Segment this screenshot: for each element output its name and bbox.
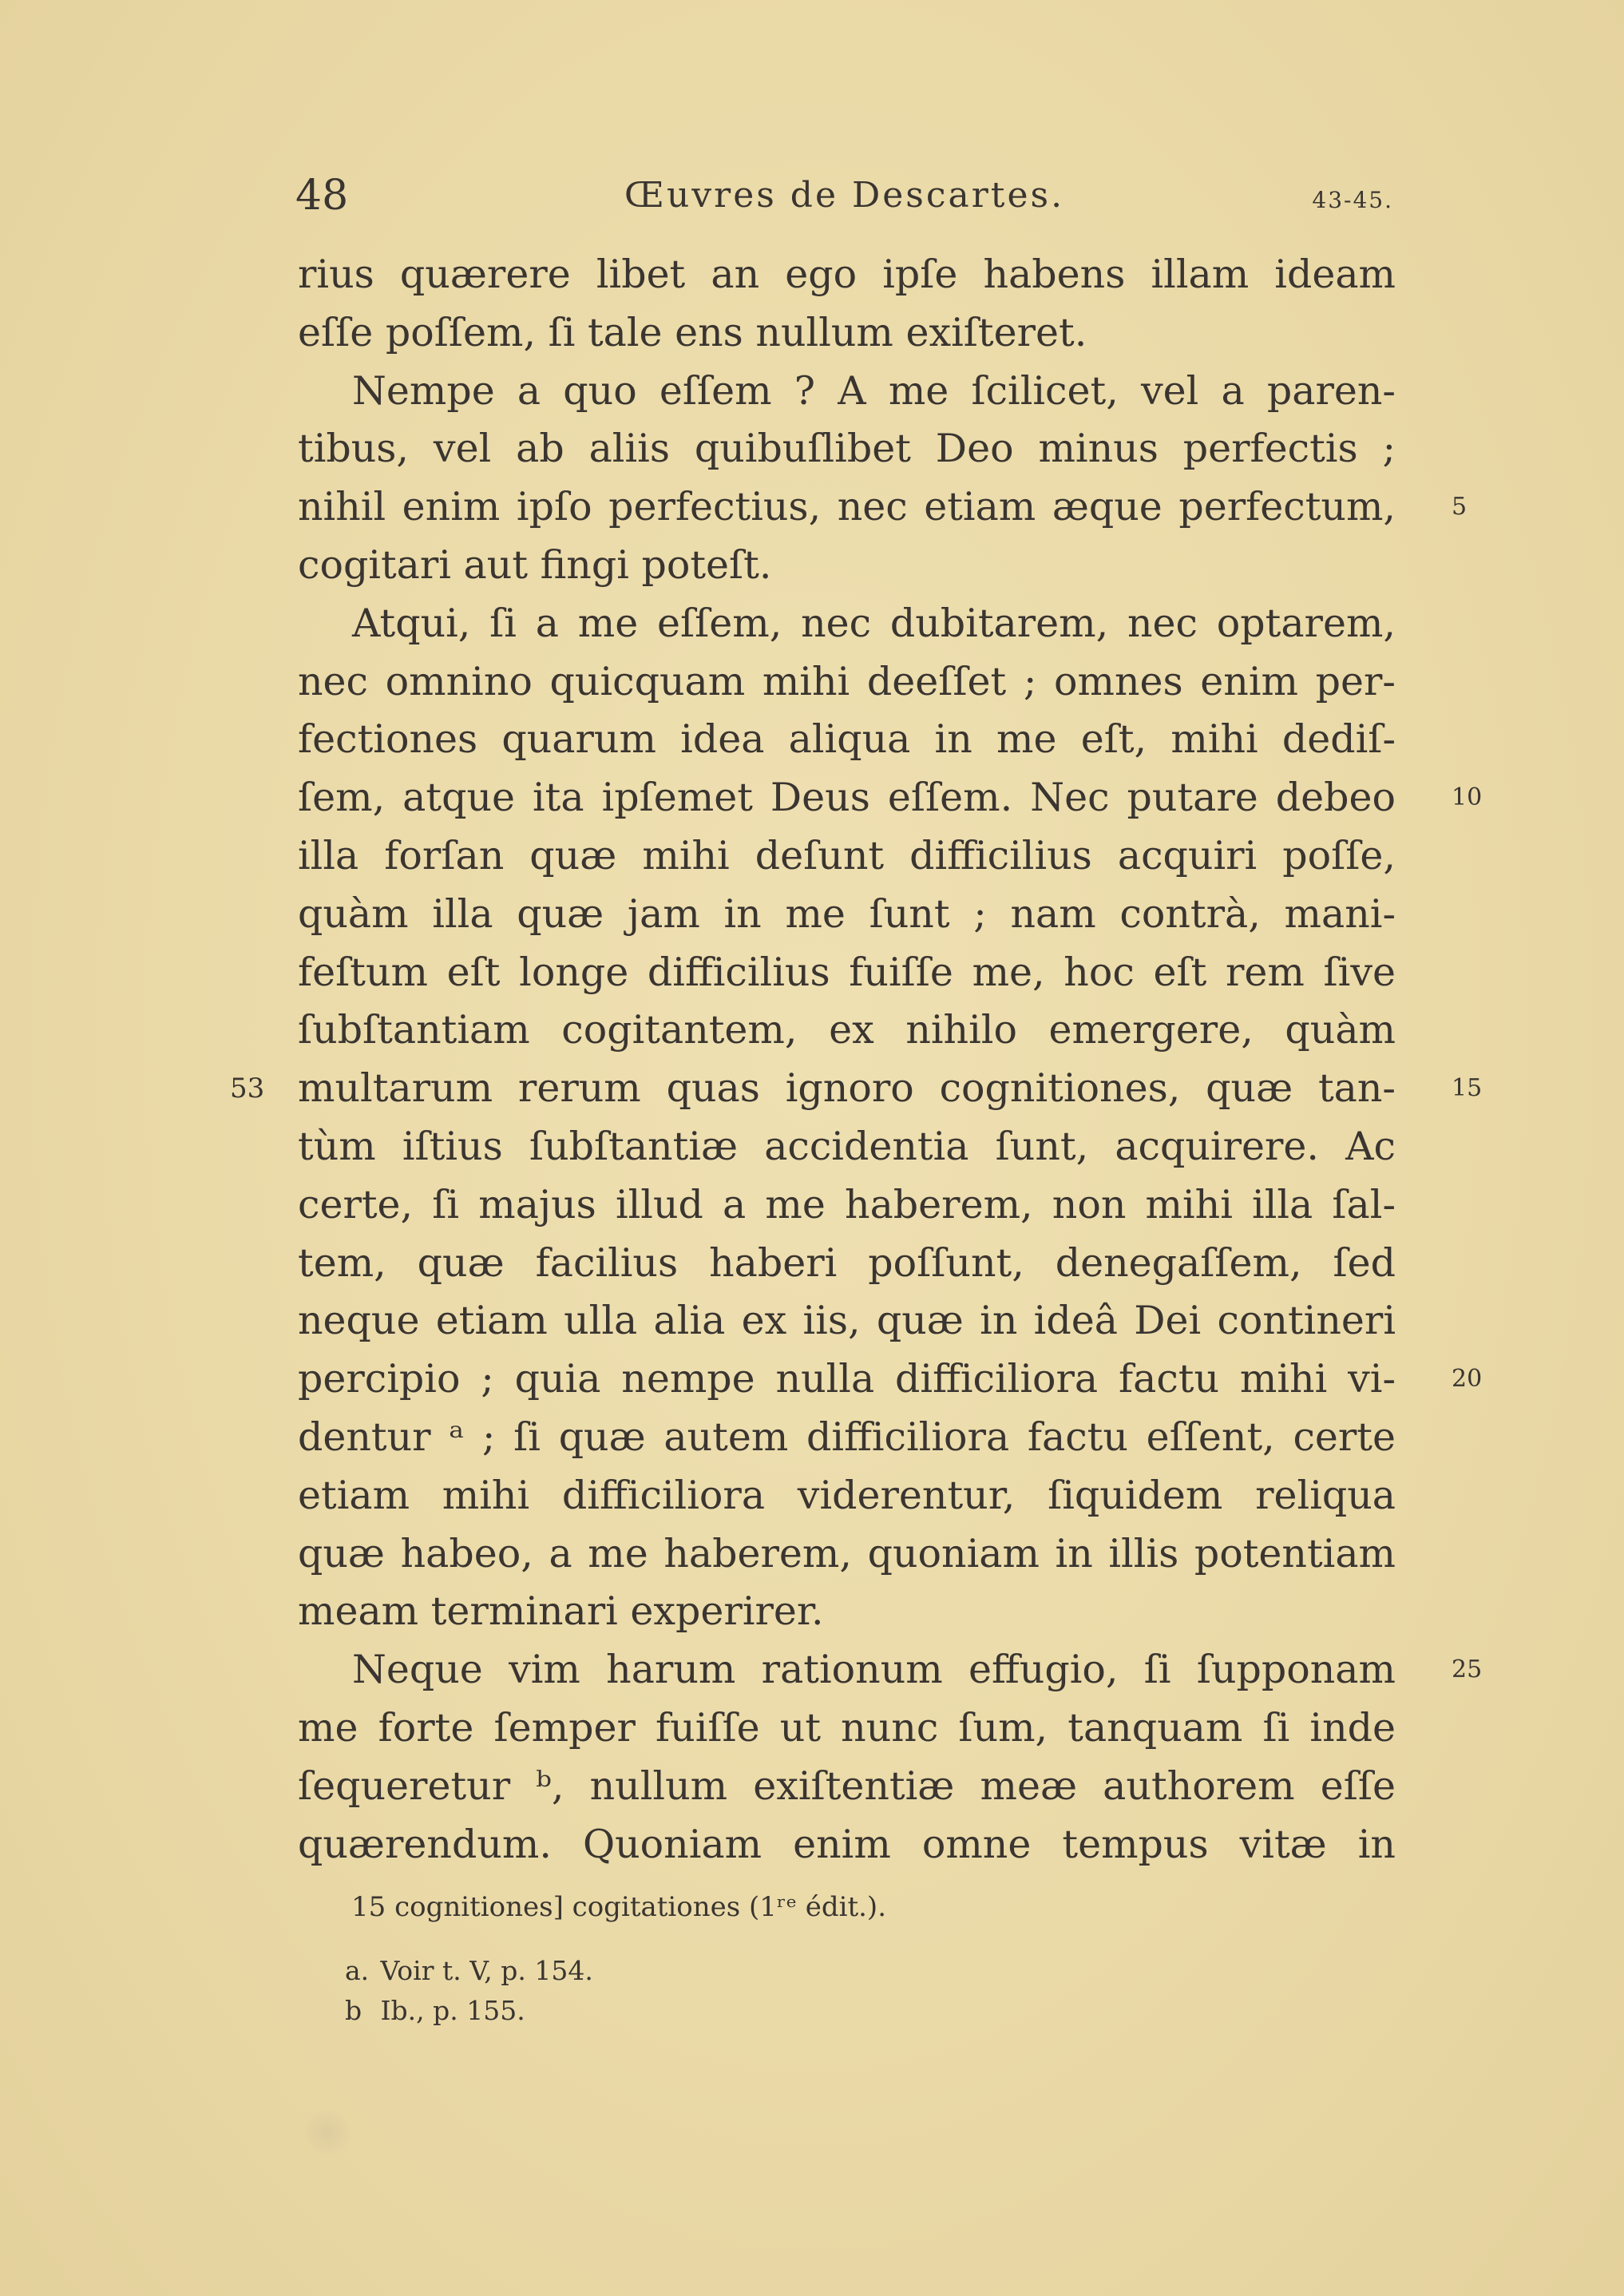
text-line bbox=[298, 1467, 1396, 1525]
text-line bbox=[298, 246, 1396, 304]
text-line bbox=[298, 1118, 1396, 1176]
footnote-marker: b bbox=[345, 1995, 362, 2026]
line-number: 5 bbox=[1452, 493, 1468, 521]
text-line bbox=[298, 1001, 1396, 1060]
line-text: quàm illa quæ jam in me ſunt ; nam contrà, mani- bbox=[298, 890, 1396, 937]
original-page-number: 53 bbox=[230, 1073, 265, 1105]
text-line bbox=[298, 478, 1468, 537]
footnote-text: Voir t. V, p. 154. bbox=[380, 1955, 593, 1986]
line-number: 20 bbox=[1452, 1365, 1483, 1394]
line-text: certe, ſi majus illud a me haberem, non mihi illa ſal- bbox=[298, 1181, 1396, 1227]
text-line bbox=[298, 1235, 1396, 1293]
text-line bbox=[298, 1699, 1396, 1758]
text-line bbox=[298, 711, 1396, 769]
page-number: 48 bbox=[295, 172, 349, 220]
line-text: multarum rerum quas ignoro cognitiones, quæ tan- bbox=[298, 1065, 1396, 1112]
line-text: nihil enim ipſo perfectius, nec etiam æque perfectum, bbox=[298, 484, 1396, 530]
line-text: etiam mihi difficiliora viderentur, ſiquidem reliqua bbox=[298, 1472, 1396, 1518]
text-line bbox=[298, 1292, 1396, 1350]
line-text: illa forſan quæ mihi deſunt difficilius acquiri poſſe, bbox=[298, 832, 1396, 878]
footnote-text: Ib., p. 155. bbox=[380, 1995, 525, 2026]
line-number: 10 bbox=[1452, 783, 1483, 812]
text-line bbox=[298, 1758, 1396, 1816]
line-text: eſſe poſſem, ſi tale ens nullum exiſteret. bbox=[298, 309, 1087, 355]
line-text: quærendum. Quoniam enim omne tempus vitæ in bbox=[298, 1821, 1396, 1867]
line-text: Neque vim harum rationum effugio, ſi ſupponam bbox=[352, 1647, 1396, 1693]
text-line bbox=[298, 304, 1396, 363]
line-text: cogitari aut fingi poteſt. bbox=[298, 541, 772, 588]
main-text bbox=[230, 246, 1483, 1874]
line-text: feſtum eſt longe difficilius fuiſſe me, hoc eſt rem ſive bbox=[298, 949, 1396, 995]
text-line bbox=[298, 363, 1396, 421]
variant-note: 15 cognitiones] cogitationes (1ʳᵉ édit.). bbox=[351, 1891, 887, 1923]
critical-apparatus bbox=[351, 1886, 1389, 1928]
text-line bbox=[298, 1583, 1396, 1641]
line-text: nec omnino quicquam mihi deeſſet ; omnes enim per- bbox=[298, 658, 1396, 704]
text-line bbox=[298, 653, 1396, 712]
line-text: percipio ; quia nempe nulla difficiliora factu mihi vi- bbox=[298, 1356, 1396, 1402]
page-reference: 43-45. bbox=[1312, 187, 1393, 213]
footnote bbox=[345, 1991, 1383, 2031]
line-text: quæ habeo, a me haberem, quoniam in illis potentiam bbox=[298, 1530, 1396, 1576]
line-text: me forte ſemper fuiſſe ut nunc ſum, tanquam ſi inde bbox=[298, 1704, 1396, 1751]
line-text: dentur ᵃ ; ſi quæ autem difficiliora factu eſſent, certe bbox=[298, 1414, 1396, 1460]
text-line bbox=[298, 1816, 1396, 1874]
line-text: tùm iſtius ſubſtantiæ accidentia ſunt, acquirere. Ac bbox=[298, 1123, 1396, 1169]
running-title: Œuvres de Descartes. bbox=[624, 175, 1065, 216]
footnote bbox=[345, 1951, 1383, 1991]
text-line bbox=[298, 420, 1396, 478]
text-line bbox=[230, 1060, 1483, 1118]
line-text: fectiones quarum idea aliqua in me eſt, mihi dediſ- bbox=[298, 716, 1396, 763]
line-text: ſem, atque ita ipſemet Deus eſſem. Nec putare debeo bbox=[298, 775, 1396, 821]
text-line bbox=[298, 1409, 1396, 1467]
page-header bbox=[295, 168, 1393, 224]
line-text: ſubſtantiam cogitantem, ex nihilo emergere, quàm bbox=[298, 1007, 1396, 1053]
line-text: ſequeretur ᵇ, nullum exiſtentiæ meæ authorem eſſe bbox=[298, 1763, 1396, 1809]
line-text: meam terminari experirer. bbox=[298, 1588, 824, 1635]
text-line bbox=[298, 595, 1396, 653]
paper-stain bbox=[303, 2108, 351, 2156]
line-text: neque etiam ulla alia ex iis, quæ in ideâ Dei contineri bbox=[298, 1298, 1396, 1344]
text-line bbox=[298, 1176, 1396, 1235]
footnote-marker: a. bbox=[345, 1955, 370, 1986]
text-line bbox=[298, 1350, 1483, 1409]
text-line bbox=[298, 537, 1396, 595]
text-line bbox=[298, 769, 1483, 827]
text-line bbox=[298, 1641, 1483, 1699]
line-text: Atqui, ſi a me eſſem, nec dubitarem, nec optarem, bbox=[352, 600, 1396, 646]
line-number: 25 bbox=[1452, 1656, 1483, 1684]
line-text: tibus, vel ab aliis quibuſlibet Deo minus perfectis ; bbox=[298, 426, 1396, 472]
line-text: rius quærere libet an ego ipſe habens illam ideam bbox=[298, 252, 1396, 297]
line-text: tem, quæ facilius haberi poſſunt, denegaſſem, ſed bbox=[298, 1239, 1396, 1286]
text-line bbox=[298, 944, 1396, 1002]
text-line bbox=[298, 827, 1396, 886]
text-line bbox=[298, 886, 1396, 944]
line-text: Nempe a quo eſſem ? A me ſcilicet, vel a paren- bbox=[352, 367, 1396, 414]
line-number: 15 bbox=[1452, 1074, 1483, 1103]
text-line bbox=[298, 1525, 1396, 1584]
footnotes bbox=[345, 1951, 1383, 2031]
